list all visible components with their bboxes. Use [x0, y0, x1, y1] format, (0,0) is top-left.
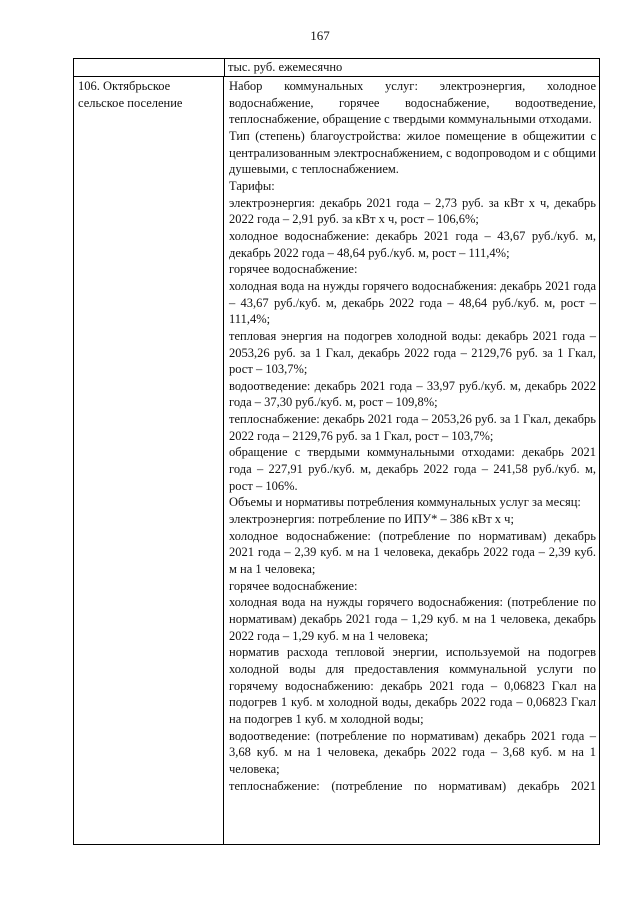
paragraph-tariffs-heading: Тарифы: — [229, 178, 275, 193]
paragraph-volume-drainage: водоотведение: (потребление по нормативам) декабрь 2021 года – 3,68 куб. м на 1 человека, декабрь 2022 года – 3,68 куб. м на 1 человека; — [229, 728, 596, 776]
table-row-settlement — [74, 77, 599, 844]
paragraph-tariff-hot-water-heading: горячее водоснабжение: — [229, 262, 358, 277]
paragraph-tariff-heating: теплоснабжение: декабрь 2021 года – 2053,26 руб. за 1 Гкал, декабрь 2022 года – 2129,76 руб. за 1 Гкал, рост – 103,7%; — [229, 412, 596, 443]
paragraph-volume-cold-water: холодное водоснабжение: (потребление по нормативам) декабрь 2021 года – 2,39 куб. м на 1 человека, декабрь 2022 года – 2,39 куб. м на 1 человека; — [229, 528, 596, 577]
paragraph-improvement-type: Тип (степень) благоустройства: жилое помещение в общежитии с централизованным электроснабжением, с водопроводом и с общими душевыми, с теплоснабжением. — [229, 128, 596, 177]
paragraph-tariff-waste: обращение с твердыми коммунальными отходами: декабрь 2021 года – 227,91 руб./куб. м, декабрь 2022 года – 241,58 руб./куб. м, рост – 106%. — [229, 445, 596, 493]
paragraph-volumes-heading: Объемы и нормативы потребления коммунальных услуг за месяц: — [229, 495, 581, 510]
paragraph-tariff-electricity: электроэнергия: декабрь 2021 года – 2,73 руб. за кВт х ч, декабрь 2022 года – 2,91 руб. за кВт х ч, рост – 106,6%; — [229, 195, 596, 227]
paragraph-tariff-cold-water: холодное водоснабжение: декабрь 2021 года – 43,67 руб./куб. м, декабрь 2022 года – 48,64 руб./куб. м, рост – 111,4%; — [229, 228, 596, 260]
page-number: 167 — [310, 28, 330, 43]
paragraph-heat-energy-norm: норматив расхода тепловой энергии, используемой на подогрев холодной воды для предоставления коммунальной услуги по горячему водоснабжению: декабрь 2021 года – 0,06823 Гкал на подогрев 1 куб. м холодной воды, декабрь 2022 года – 0,06823 Гкал на подогрев 1 куб. м холодной воды; — [229, 645, 596, 726]
utility-details-cell — [225, 77, 599, 844]
table-cell-unit-text: тыс. руб. ежемесячно — [228, 60, 343, 74]
table-row-continuation — [74, 59, 599, 77]
settlement-name-cell: 106. Октябрьское сельское поселение — [74, 77, 224, 844]
paragraph-services-set: Набор коммунальных услуг: электроэнергия, холодное водоснабжение, горячее водоснабжение, водоотведение, теплоснабжение, обращение с твердыми коммунальными отходами. — [229, 79, 596, 127]
paragraph-tariff-drainage: водоотведение: декабрь 2021 года – 33,97 руб./куб. м, декабрь 2022 года – 37,30 руб./куб. м, рост – 109,8%; — [229, 378, 596, 410]
paragraph-volume-electricity: электроэнергия: потребление по ИПУ* – 386 кВт х ч; — [229, 512, 514, 527]
paragraph-tariff-cold-water-for-hot: холодная вода на нужды горячего водоснабжения: декабрь 2021 года – 43,67 руб./куб. м, декабрь 2022 года – 48,64 руб./куб. м, рост – 111,4%; — [229, 278, 596, 327]
paragraph-volume-heating: теплоснабжение: (потребление по нормативам) декабрь 2021 — [229, 778, 596, 793]
table-cell-empty — [74, 59, 225, 76]
paragraph-volume-cold-water-for-hot: холодная вода на нужды горячего водоснабжения: (потребление по нормативам) декабрь 2021 года – 1,29 куб. м на 1 человека, декабрь 2022 года – 1,29 куб. м на 1 человека; — [229, 595, 596, 643]
paragraph-tariff-heat-energy: тепловая энергия на подогрев холодной воды: декабрь 2021 года – 2053,26 руб. за 1 Гкал, декабрь 2022 года – 2129,76 руб. за 1 Гкал, рост – 103,7%; — [229, 328, 596, 377]
paragraph-volume-hot-water-heading: горячее водоснабжение: — [229, 578, 358, 593]
utility-table — [73, 58, 600, 845]
